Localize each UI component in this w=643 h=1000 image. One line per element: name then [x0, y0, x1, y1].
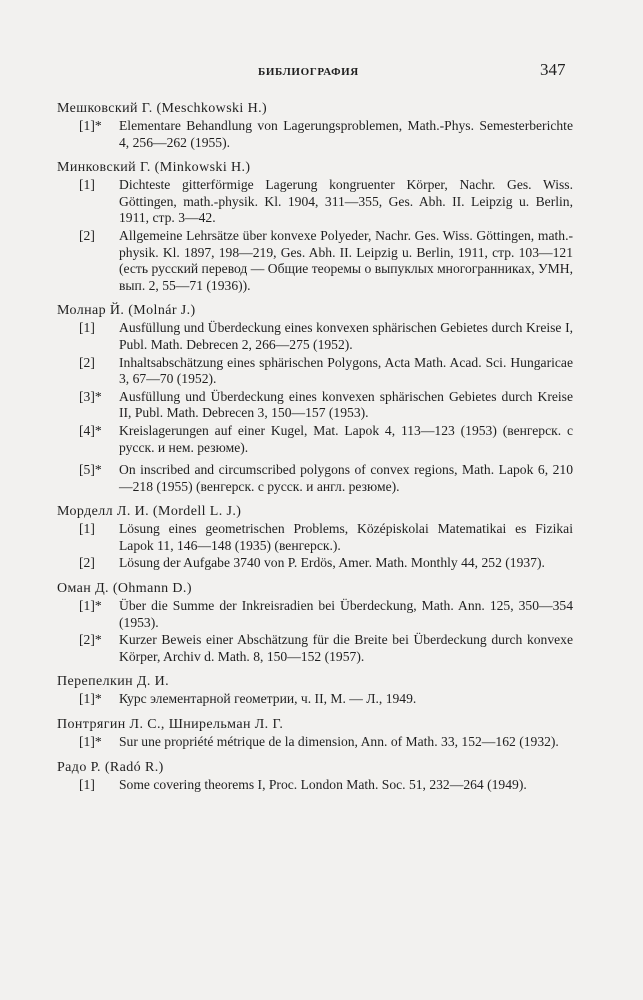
ref-text: Sur une propriété métrique de la dimension, Ann. of Math. 33, 152—162 (1932).	[119, 734, 559, 750]
author-heading: Понтрягин Л. С., Шнирельман Л. Г.	[57, 717, 284, 733]
ref-text: Ausfüllung und Überdeckung eines konvexen sphärischen Gebietes durch Kreise I, Publ. Math. Debrecen 2, 266—275 (1952).	[119, 320, 573, 352]
reference-item	[57, 555, 573, 572]
bib-entry	[57, 159, 573, 294]
reference-item	[57, 777, 573, 794]
bib-entry	[57, 759, 573, 794]
author-heading: Перепелкин Д. И.	[57, 674, 170, 690]
ref-text: Some covering theorems I, Proc. London Math. Soc. 51, 232—264 (1949).	[119, 776, 527, 792]
ref-text: Elementare Behandlung von Lagerungsproblemen, Math.-Phys. Semesterberichte 4, 256—262 (1955).	[119, 118, 573, 150]
reference-item	[57, 734, 573, 751]
reference-item	[57, 320, 573, 353]
bib-entry	[57, 503, 573, 572]
reference-item	[57, 521, 573, 554]
ref-text: Inhaltsabschätzung eines sphärischen Polygons, Acta Math. Acad. Sci. Hungaricae 3, 67—70 (1952).	[119, 354, 573, 387]
ref-text: Lösung der Aufgabe 3740 von P. Erdös, Amer. Math. Monthly 44, 252 (1937).	[119, 555, 545, 571]
reference-item	[57, 691, 573, 708]
reference-item	[57, 632, 573, 665]
page-number: 347	[540, 60, 566, 79]
author-heading: Морделл Л. И. (Mordell L. J.)	[57, 504, 242, 520]
ref-text: On inscribed and circumscribed polygons of convex regions, Math. Lapok 6, 210—218 (1955) (венгерск. с русск. и англ. резюме).	[119, 462, 573, 494]
ref-number: [2]	[79, 227, 95, 243]
ref-number: [1]*	[79, 734, 102, 750]
ref-number: [1]	[79, 320, 95, 336]
ref-number: [1]	[79, 177, 95, 193]
reference-item	[57, 389, 573, 422]
ref-number: [1]	[79, 776, 95, 792]
author-heading: Мешковский Г. (Meschkowski H.)	[57, 101, 268, 116]
reference-item	[57, 228, 573, 294]
reference-item	[57, 598, 573, 631]
ref-number: [2]	[79, 555, 95, 571]
reference-item	[57, 423, 573, 456]
author-heading: Оман Д. (Ohmann D.)	[57, 581, 192, 597]
reference-item	[57, 462, 573, 495]
reference-item	[57, 177, 573, 227]
ref-number: [1]*	[79, 691, 102, 707]
ref-text: Kurzer Beweis einer Abschätzung für die Breite bei Überdeckung durch konvexe Körper, Archiv d. Math. 8, 150—152 (1957).	[119, 632, 573, 664]
ref-number: [2]	[79, 354, 95, 370]
ref-text: Dichteste gitterförmige Lagerung kongruenter Körper, Nachr. Ges. Wiss. Göttingen, math.-physik. Kl. 1904, 311—355, Ges. Abh. II. Leipzig u. Berlin, 1911, стр. 3—42.	[119, 177, 573, 226]
reference-item	[57, 355, 573, 388]
ref-number: [5]*	[79, 462, 102, 478]
bib-entry	[57, 100, 573, 151]
reference-item	[57, 118, 573, 151]
ref-text: Курс элементарной геометрии, ч. II, М. — Л., 1949.	[119, 691, 417, 707]
ref-text: Lösung eines geometrischen Problems, Középiskolai Matematikai es Fizikai Lapok 11, 146—148 (1935) (венгерск.).	[119, 521, 573, 553]
ref-number: [3]*	[79, 388, 102, 404]
bib-entry	[57, 673, 573, 708]
author-heading: Молнар Й. (Molnár J.)	[57, 303, 196, 319]
ref-text: Allgemeine Lehrsätze über konvexe Polyeder, Nachr. Ges. Wiss. Göttingen, math.-physik. Kl. 1897, 198—219, Ges. Abh. II. Leipzig u. Berlin, 1911, стр. 103—121 (есть русский перевод — Общие теоремы о выпуклых многогранниках, УМН, вып. 2, 55—71 (1936)).	[119, 227, 573, 293]
author-heading: Радо Р. (Radó R.)	[57, 759, 164, 775]
ref-number: [1]*	[79, 598, 102, 614]
bib-entry	[57, 580, 573, 665]
ref-text: Ausfüllung und Überdeckung eines konvexen sphärischen Gebietes durch Kreise II, Publ. Math. Debrecen 3, 150—157 (1953).	[119, 388, 573, 421]
bibliography-list	[57, 100, 573, 801]
bib-entry	[57, 302, 573, 495]
ref-number: [4]*	[79, 422, 102, 438]
ref-text: Kreislagerungen auf einer Kugel, Mat. Lapok 4, 113—123 (1953) (венгерск. с русск. и нем. резюме).	[119, 422, 573, 455]
bib-entry	[57, 716, 573, 751]
running-title: БИБЛИОГРАФИЯ	[258, 66, 359, 78]
ref-text: Über die Summe der Inkreisradien bei Überdeckung, Math. Ann. 125, 350—354 (1953).	[119, 598, 573, 630]
ref-number: [2]*	[79, 632, 102, 648]
ref-number: [1]	[79, 521, 95, 537]
author-heading: Минковский Г. (Minkowski H.)	[57, 160, 251, 176]
ref-number: [1]*	[79, 118, 102, 133]
